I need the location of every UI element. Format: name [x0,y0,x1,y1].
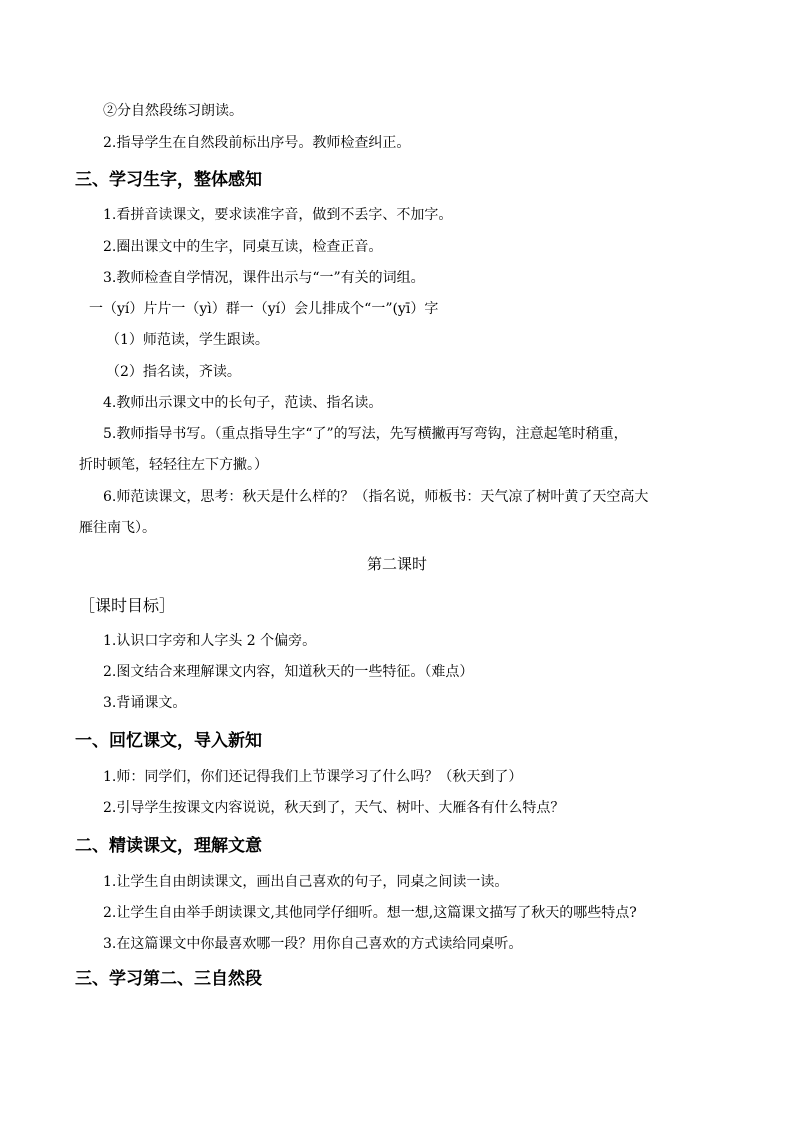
section-heading: 一、回忆课文，导入新知 [75,731,262,751]
text-line: 折时顿笔，轻轻往左下方撇。） [79,457,268,473]
text-line: 1.让学生自由朗读课文，画出自己喜欢的句子，同桌之间读一读。 [103,874,509,890]
text-line: ②分自然段练习朗读。 [103,103,243,119]
lesson-title: 第二课时 [366,555,427,573]
section-heading: 三、学习生字，整体感知 [75,170,262,190]
section-heading: 三、学习第二、三自然段 [75,969,262,989]
text-line: 2.引导学生按课文内容说说，秋天到了，天气、树叶、大雁各有什么特点？ [103,800,565,816]
objectives-heading: ［课时目标］ [79,596,176,615]
text-line: 雁往南飞）。 [79,520,156,536]
text-line: （1）师范读，学生跟读。 [106,332,269,348]
text-line: 2.圈出课文中的生字，同桌互读，检查正音。 [103,239,383,255]
text-line: 5.教师指导书写。（重点指导生字“了”的写法，先写横撇再写弯钩，注意起笔时稍重， [103,426,628,442]
text-line: 2.让学生自由举手朗读课文,其他同学仔细听。想一想,这篇课文描写了秋天的哪些特点? [103,905,637,921]
text-line: 2.图文结合来理解课文内容，知道秋天的一些特征。（难点） [103,664,474,680]
text-line: 3.背诵课文。 [103,695,187,711]
text-line: 4.教师出示课文中的长句子，范读、指名读。 [103,395,383,411]
text-line: 3.在这篇课文中你最喜欢哪一段？用你自己喜欢的方式读给同桌听。 [103,936,523,952]
section-heading: 二、精读课文，理解文意 [75,836,262,856]
text-line: （2）指名读，齐读。 [106,364,241,380]
text-line: 1.看拼音读课文，要求读准字音，做到不丢字、不加字。 [103,207,453,223]
text-line: 1.认识口字旁和人字头 2 个偏旁。 [103,633,317,649]
text-line: 2.指导学生在自然段前标出序号。教师检查纠正。 [103,135,411,151]
text-line: 1.师：同学们，你们还记得我们上节课学习了什么吗？（秋天到了） [103,769,523,785]
text-line: 一（yí）片片一（yì）群一（yí）会儿排成个“一”(yī）字 [89,301,439,317]
text-line: 3.教师检查自学情况，课件出示与“一”有关的词组。 [103,270,425,286]
text-line: 6.师范读课文，思考：秋天是什么样的？（指名说，师板书：天气凉了树叶黄了天空高大 [103,489,649,505]
